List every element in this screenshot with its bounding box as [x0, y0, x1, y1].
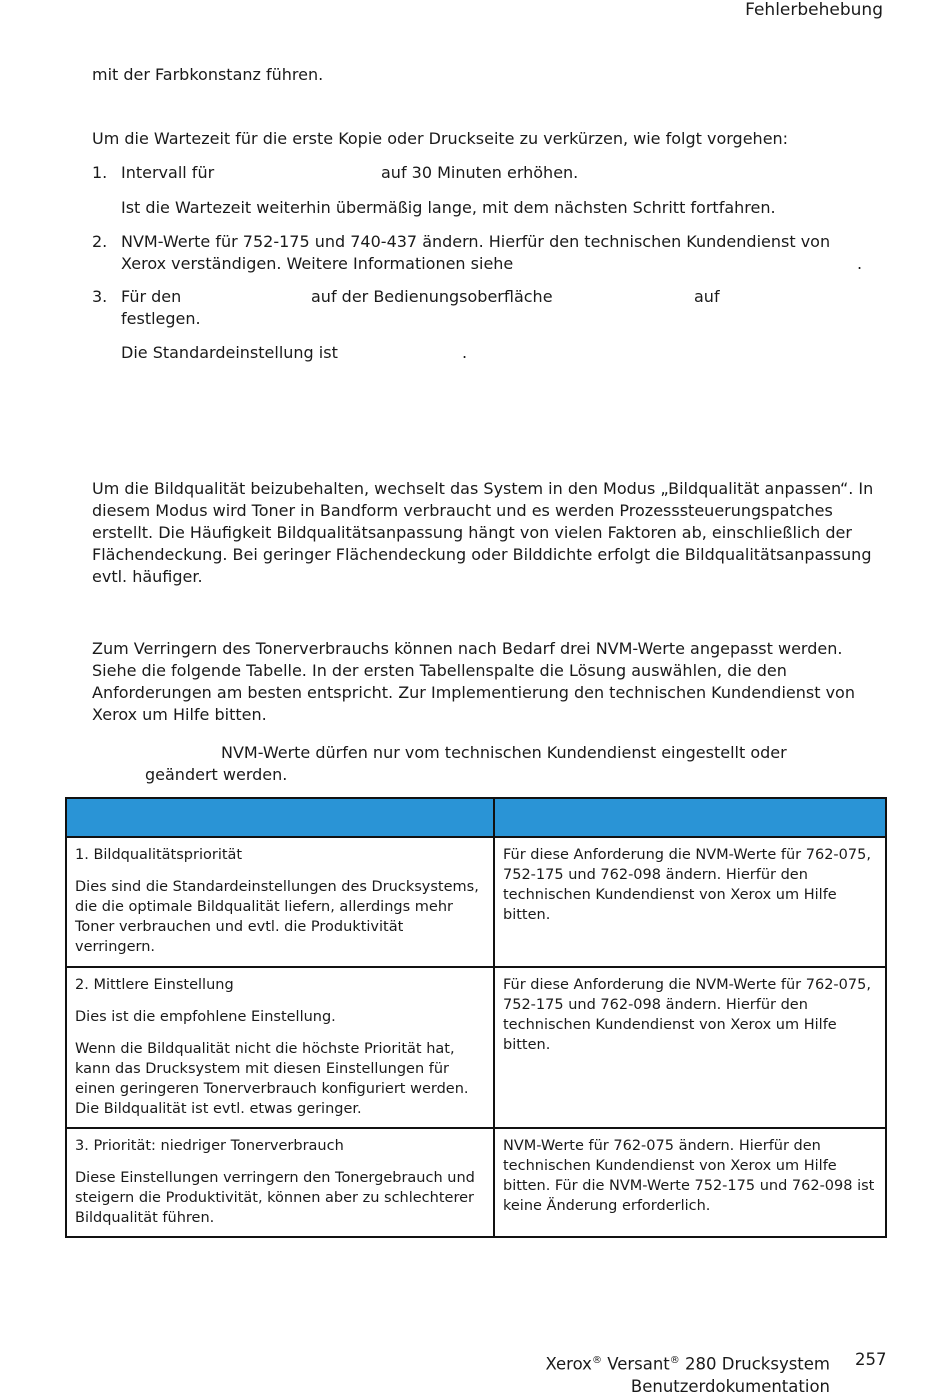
table-row: [66, 1128, 886, 1237]
table-cell: [494, 967, 886, 1128]
table-row: [66, 837, 886, 967]
step-text: auf der Bedienungsoberfläche: [311, 287, 553, 306]
cell-text: Dies sind die Standardeinstellungen des Drucksystems, die die optimale Bildqualität liefern, allerdings mehr Toner verbrauchen und evtl. die Produktivität verringern.: [75, 879, 479, 955]
table-cell: [494, 837, 886, 967]
table-header-row: [66, 798, 886, 837]
table-header-cell: [66, 798, 494, 837]
cell-text: Diese Einstellungen verringern den Tonergebrauch und steigern die Produktivität, können aber zu schlechterer Bildqualität führen.: [75, 1170, 475, 1226]
cell-title: 1. Bildqualitätspriorität: [75, 847, 243, 863]
step-subtext: Die Standardeinstellung ist: [121, 343, 338, 362]
cell-text: NVM-Werte für 762-075 ändern. Hierfür den technischen Kundendienst von Xerox um Hilfe bitten. Für die NVM-Werte 752-175 und 762-098 ist keine Änderung erforderlich.: [503, 1138, 875, 1214]
footer-product-line: [545, 1350, 830, 1376]
step-number: 1.: [92, 163, 108, 182]
table-row: [66, 967, 886, 1128]
table-cell: [66, 1128, 494, 1237]
cell-title: 3. Priorität: niedriger Tonerverbrauch: [75, 1138, 344, 1154]
page-number: 257: [855, 1350, 887, 1369]
footer-doc-title: Benutzerdokumentation: [630, 1376, 830, 1396]
note-line: geändert werden.: [145, 765, 288, 784]
toner-settings-table: [65, 797, 887, 1238]
step-text: .: [857, 254, 863, 273]
table-header-cell: [494, 798, 886, 837]
registered-mark: ®: [591, 1355, 602, 1366]
wait-intro-paragraph: Um die Wartezeit für die erste Kopie oder Druckseite zu verkürzen, wie folgt vorgehen:: [92, 129, 789, 148]
step-number: 3.: [92, 287, 108, 306]
registered-mark: ®: [669, 1355, 680, 1366]
brand-xerox: Xerox: [545, 1354, 592, 1374]
intro-fragment: mit der Farbkonstanz führen.: [92, 65, 324, 84]
cell-text: Wenn die Bildqualität nicht die höchste Priorität hat, kann das Drucksystem mit diesen Einstellungen für einen geringeren Tonerverbrauch konfiguriert werden. Die Bildqualität ist evtl. etwas geringer.: [75, 1041, 469, 1117]
cell-text: Für diese Anforderung die NVM-Werte für 762-075, 752-175 und 762-098 ändern. Hierfür den technischen Kundendienst von Xerox um Hilfe bitten.: [503, 977, 871, 1053]
note: [145, 742, 875, 786]
image-quality-paragraph: Um die Bildqualität beizubehalten, wechselt das System in den Modus „Bildqualität anpassen“. In diesem Modus wird Toner in Bandform verbraucht und es werden Prozesssteuerungspatches erstellt. Die Häufigkeit Bildqualitätsanpassung hängt von vielen Faktoren ab, einschließlich der Flächendeckung. Bei geringer Flächendeckung oder Bilddichte erfolgt die Bildqualitätsanpassung evtl. häufiger.: [92, 479, 874, 586]
step-text: Xerox verständigen. Weitere Informationen siehe: [121, 254, 514, 273]
step-text: festlegen.: [121, 309, 201, 328]
cell-text: Für diese Anforderung die NVM-Werte für 762-075, 752-175 und 762-098 ändern. Hierfür den technischen Kundendienst von Xerox um Hilfe bitten.: [503, 847, 871, 923]
step-text: auf: [694, 287, 720, 306]
cell-text: Dies ist die empfohlene Einstellung.: [75, 1009, 336, 1025]
cell-title: 2. Mittlere Einstellung: [75, 977, 234, 993]
step-number: 2.: [92, 232, 108, 251]
step-text: Für den: [121, 287, 182, 306]
brand-model: 280 Drucksystem: [685, 1354, 830, 1374]
footer-product: [545, 1350, 830, 1398]
table-cell: [494, 1128, 886, 1237]
table-cell: [66, 837, 494, 967]
step-subtext: .: [462, 343, 468, 362]
step-text: auf 30 Minuten erhöhen.: [381, 163, 579, 182]
table-cell: [66, 967, 494, 1128]
step-text: NVM-Werte für 752-175 und 740-437 ändern. Hierfür den technischen Kundendienst von: [121, 232, 831, 251]
toner-paragraph: Zum Verringern des Tonerverbrauchs können nach Bedarf drei NVM-Werte angepasst werden. Siehe die folgende Tabelle. In der ersten Tabellenspalte die Lösung auswählen, die den Anforderungen am besten entspricht. Zur Implementierung den technischen Kundendienst von Xerox um Hilfe bitten.: [92, 639, 855, 724]
note-line: NVM-Werte dürfen nur vom technischen Kundendienst eingestellt oder: [221, 743, 787, 762]
running-header: Fehlerbehebung: [745, 0, 883, 20]
brand-versant: Versant: [607, 1354, 670, 1374]
step-text: Intervall für: [121, 163, 215, 182]
step-subtext: Ist die Wartezeit weiterhin übermäßig lange, mit dem nächsten Schritt fortfahren.: [121, 198, 776, 217]
